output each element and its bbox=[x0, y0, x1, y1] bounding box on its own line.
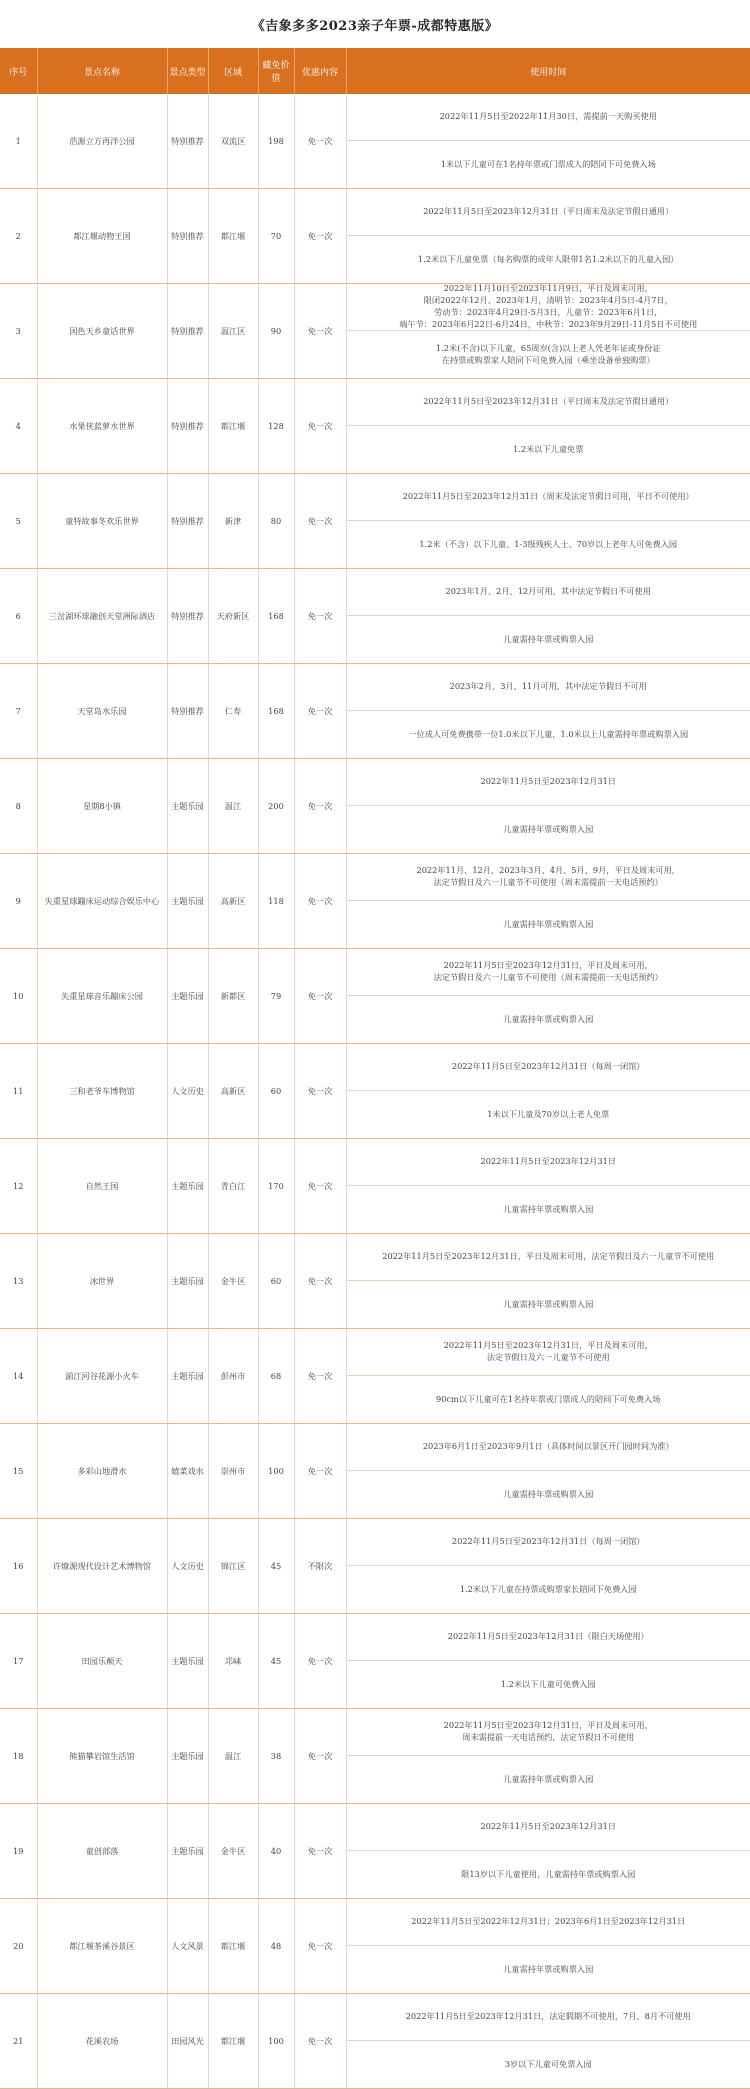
usage-rule-text: 1.2米(不含)以下儿童，65周岁(含)以上老人凭老年证或身份证 在持票或购票家人陪同下可免费入园（乘坐设备单独购票） bbox=[347, 331, 750, 378]
cell-area: 都江堰 bbox=[208, 379, 258, 474]
cell-offer: 免一次 bbox=[294, 1899, 346, 1994]
cell-attraction-type: 主题乐园 bbox=[167, 1234, 208, 1329]
cell-usage bbox=[346, 1329, 750, 1424]
cell-area: 金牛区 bbox=[208, 1804, 258, 1899]
cell-attraction-name: 失重星球蹦床运动综合娱乐中心 bbox=[37, 854, 167, 949]
cell-attraction-name: 自然王国 bbox=[37, 1139, 167, 1234]
cell-usage bbox=[346, 1709, 750, 1804]
cell-number: 3 bbox=[0, 284, 37, 379]
cell-offer: 免一次 bbox=[294, 759, 346, 854]
cell-offer: 免一次 bbox=[294, 854, 346, 949]
cell-usage bbox=[346, 1519, 750, 1614]
cell-offer: 免一次 bbox=[294, 1424, 346, 1519]
cell-offer: 免一次 bbox=[294, 1614, 346, 1709]
usage-rule-text: 儿童需持年票或购票入园 bbox=[347, 1756, 750, 1803]
cell-area: 都江堰 bbox=[208, 189, 258, 284]
header-area: 区域 bbox=[208, 48, 258, 94]
usage-time-text: 2023年2月、3月、11月可用，其中法定节假日不可用 bbox=[347, 664, 750, 711]
cell-value: 118 bbox=[258, 854, 294, 949]
cell-attraction-type: 主题乐园 bbox=[167, 1804, 208, 1899]
cell-number: 17 bbox=[0, 1614, 37, 1709]
cell-area: 双流区 bbox=[208, 94, 258, 189]
table-row bbox=[0, 1234, 750, 1329]
cell-number: 20 bbox=[0, 1899, 37, 1994]
cell-number: 21 bbox=[0, 1994, 37, 2089]
table-header-row bbox=[0, 48, 750, 94]
usage-time-text: 2022年11月5日至2023年12月31日（平日周末及法定节假日通用） bbox=[347, 379, 750, 426]
cell-attraction-type: 田园风光 bbox=[167, 1994, 208, 2089]
cell-offer: 免一次 bbox=[294, 1234, 346, 1329]
usage-rule-text: 一位成人可免费携带一位1.0米以下儿童，1.0米以上儿童需持年票或购票入园 bbox=[347, 711, 750, 758]
cell-number: 14 bbox=[0, 1329, 37, 1424]
cell-offer: 免一次 bbox=[294, 1709, 346, 1804]
usage-time-text: 2022年11月5日至2023年12月31日（每周一闭馆） bbox=[347, 1044, 750, 1091]
table-row bbox=[0, 1519, 750, 1614]
cell-offer: 免一次 bbox=[294, 664, 346, 759]
cell-number: 2 bbox=[0, 189, 37, 284]
cell-number: 10 bbox=[0, 949, 37, 1044]
cell-attraction-name: 天堂岛水乐园 bbox=[37, 664, 167, 759]
page-title: 《吉象多多2023亲子年票-成都特惠版》 bbox=[0, 0, 750, 48]
cell-number: 6 bbox=[0, 569, 37, 664]
cell-usage bbox=[346, 1139, 750, 1234]
cell-area: 温江 bbox=[208, 1709, 258, 1804]
cell-attraction-name: 国色天乡童话世界 bbox=[37, 284, 167, 379]
cell-attraction-type: 特别推荐 bbox=[167, 569, 208, 664]
usage-rule-text: 1米以下儿童可在1名持年票或门票成人的陪同下可免费入场 bbox=[347, 141, 750, 188]
cell-area: 都江堰 bbox=[208, 1899, 258, 1994]
cell-attraction-type: 人文风景 bbox=[167, 1899, 208, 1994]
usage-rule-text: 3岁以下儿童可免票入园 bbox=[347, 2041, 750, 2088]
cell-usage bbox=[346, 284, 750, 379]
table-row bbox=[0, 1044, 750, 1139]
cell-usage bbox=[346, 94, 750, 189]
cell-usage bbox=[346, 1424, 750, 1519]
cell-attraction-name: 多彩山地滑水 bbox=[37, 1424, 167, 1519]
usage-rule-text: 1.2米（不含）以下儿童、1-3级残疾人士、70岁以上老年人可免费入园 bbox=[347, 521, 750, 568]
cell-attraction-name: 失重星球音乐蹦床公园 bbox=[37, 949, 167, 1044]
table-row bbox=[0, 1329, 750, 1424]
cell-offer: 免一次 bbox=[294, 1994, 346, 2089]
cell-value: 70 bbox=[258, 189, 294, 284]
table-row bbox=[0, 1899, 750, 1994]
cell-usage bbox=[346, 1804, 750, 1899]
cell-attraction-name: 三和老爷车博物馆 bbox=[37, 1044, 167, 1139]
cell-usage bbox=[346, 1234, 750, 1329]
table-row bbox=[0, 949, 750, 1044]
cell-attraction-type: 嬉菜戏水 bbox=[167, 1424, 208, 1519]
cell-number: 1 bbox=[0, 94, 37, 189]
usage-time-text: 2022年11月5日至2023年12月31日 bbox=[347, 759, 750, 806]
cell-area: 金牛区 bbox=[208, 1234, 258, 1329]
cell-value: 38 bbox=[258, 1709, 294, 1804]
usage-time-text: 2022年11月、12月，2023年3月、4月、5月、9月，平日及周末可用， 法定节假日及六一儿童节不可使用（周末需提前一天电话预约） bbox=[347, 854, 750, 901]
cell-attraction-type: 主题乐园 bbox=[167, 1614, 208, 1709]
cell-value: 90 bbox=[258, 284, 294, 379]
cell-number: 12 bbox=[0, 1139, 37, 1234]
usage-time-text: 2022年11月10日至2023年11月9日，平日及周末可用， 限闭2022年12月、2023年1月，清明节：2023年4月5日-4月7日， 劳动节：2023年4月29日-5月3日，儿童节：2023年6月1日， 端午节：2023年6月22日-6月24日，中秋节：2023年9月29日-11月5日不可使用 bbox=[347, 284, 750, 331]
header-no: 序号 bbox=[0, 48, 37, 94]
cell-number: 15 bbox=[0, 1424, 37, 1519]
cell-value: 80 bbox=[258, 474, 294, 569]
cell-value: 40 bbox=[258, 1804, 294, 1899]
usage-rule-text: 1米以下儿童及70岁以上老人免票 bbox=[347, 1091, 750, 1138]
cell-usage bbox=[346, 569, 750, 664]
cell-offer: 免一次 bbox=[294, 94, 346, 189]
cell-usage bbox=[346, 379, 750, 474]
table-row bbox=[0, 1424, 750, 1519]
cell-usage bbox=[346, 1614, 750, 1709]
cell-value: 45 bbox=[258, 1519, 294, 1614]
cell-number: 11 bbox=[0, 1044, 37, 1139]
usage-rule-text: 90cm以下儿童可在1名持年票或门票成人的陪同下可免费入场 bbox=[347, 1376, 750, 1423]
cell-area: 天府新区 bbox=[208, 569, 258, 664]
table-row bbox=[0, 1804, 750, 1899]
cell-attraction-name: 都江堰动物王国 bbox=[37, 189, 167, 284]
cell-offer: 免一次 bbox=[294, 1139, 346, 1234]
usage-rule-text: 儿童需持年票或购票入园 bbox=[347, 996, 750, 1043]
usage-rule-text: 1.2米以下儿童在持票或购票家长陪同下免费入园 bbox=[347, 1566, 750, 1613]
cell-value: 128 bbox=[258, 379, 294, 474]
cell-value: 45 bbox=[258, 1614, 294, 1709]
table-body bbox=[0, 94, 750, 2089]
cell-usage bbox=[346, 664, 750, 759]
usage-time-text: 2023年1月、2月、12月可用，其中法定节假日不可使用 bbox=[347, 569, 750, 616]
usage-time-text: 2022年11月5日至2023年12月31日，平日及周末可用， 法定节假日及六一儿童节不可使用（周末需提前一天电话预约） bbox=[347, 949, 750, 996]
cell-usage bbox=[346, 759, 750, 854]
cell-usage bbox=[346, 189, 750, 284]
cell-offer: 免一次 bbox=[294, 1329, 346, 1424]
cell-number: 9 bbox=[0, 854, 37, 949]
usage-time-text: 2022年11月5日至2022年11月30日，需提前一天购买使用 bbox=[347, 94, 750, 141]
cell-offer: 免一次 bbox=[294, 569, 346, 664]
cell-area: 新都区 bbox=[208, 949, 258, 1044]
cell-value: 60 bbox=[258, 1044, 294, 1139]
cell-attraction-name: 熊猫攀岩馆生活馆 bbox=[37, 1709, 167, 1804]
usage-rule-text: 儿童需持年票或购票入园 bbox=[347, 1471, 750, 1518]
cell-attraction-type: 主题乐园 bbox=[167, 949, 208, 1044]
cell-area: 都江堰 bbox=[208, 1994, 258, 2089]
table-row bbox=[0, 379, 750, 474]
cell-offer: 免一次 bbox=[294, 949, 346, 1044]
cell-area: 彭州市 bbox=[208, 1329, 258, 1424]
cell-attraction-name: 湔江河谷花源小火车 bbox=[37, 1329, 167, 1424]
cell-usage bbox=[346, 854, 750, 949]
cell-value: 168 bbox=[258, 664, 294, 759]
usage-time-text: 2023年6月1日至2023年9月1日（具体时间以景区开门园时间为准） bbox=[347, 1424, 750, 1471]
cell-value: 198 bbox=[258, 94, 294, 189]
usage-time-text: 2022年11月5日至2023年12月31日 bbox=[347, 1139, 750, 1186]
cell-attraction-name: 都江堰茶溪谷景区 bbox=[37, 1899, 167, 1994]
cell-value: 168 bbox=[258, 569, 294, 664]
header-offer: 优惠内容 bbox=[294, 48, 346, 94]
cell-attraction-name: 星期8小镇 bbox=[37, 759, 167, 854]
cell-offer: 免一次 bbox=[294, 379, 346, 474]
usage-rule-text: 1.2米以下儿童可免费入园 bbox=[347, 1661, 750, 1708]
usage-rule-text: 1.2米以下儿童免票 bbox=[347, 426, 750, 473]
table-row bbox=[0, 1139, 750, 1234]
table-row bbox=[0, 1709, 750, 1804]
cell-area: 青白江 bbox=[208, 1139, 258, 1234]
cell-area: 温江区 bbox=[208, 284, 258, 379]
cell-attraction-type: 主题乐园 bbox=[167, 759, 208, 854]
usage-time-text: 2022年11月5日至2023年12月31日（周末及法定节假日可用，平日不可使用） bbox=[347, 474, 750, 521]
cell-number: 16 bbox=[0, 1519, 37, 1614]
usage-time-text: 2022年11月5日至2022年12月31日；2023年6月1日至2023年12月31日 bbox=[347, 1899, 750, 1946]
header-type: 景点类型 bbox=[167, 48, 208, 94]
usage-time-text: 2022年11月5日至2023年12月31日（平日周末及法定节假日通用） bbox=[347, 189, 750, 236]
table-row bbox=[0, 569, 750, 664]
cell-number: 13 bbox=[0, 1234, 37, 1329]
cell-attraction-name: 冰世界 bbox=[37, 1234, 167, 1329]
cell-attraction-type: 人文历史 bbox=[167, 1044, 208, 1139]
cell-attraction-name: 花溪农场 bbox=[37, 1994, 167, 2089]
cell-attraction-type: 主题乐园 bbox=[167, 1709, 208, 1804]
cell-attraction-type: 主题乐园 bbox=[167, 1329, 208, 1424]
header-name: 景点名称 bbox=[37, 48, 167, 94]
usage-time-text: 2022年11月5日至2023年12月31日 bbox=[347, 1804, 750, 1851]
cell-attraction-type: 特别推荐 bbox=[167, 189, 208, 284]
cell-value: 48 bbox=[258, 1899, 294, 1994]
cell-usage bbox=[346, 474, 750, 569]
cell-attraction-name: 田园乐颠天 bbox=[37, 1614, 167, 1709]
usage-rule-text: 儿童需持年票或购票入园 bbox=[347, 1186, 750, 1233]
cell-value: 100 bbox=[258, 1994, 294, 2089]
cell-offer: 免一次 bbox=[294, 1044, 346, 1139]
cell-attraction-name: 水果侠蓝萝水世界 bbox=[37, 379, 167, 474]
cell-usage bbox=[346, 1994, 750, 2089]
cell-number: 19 bbox=[0, 1804, 37, 1899]
ticket-table bbox=[0, 48, 750, 2089]
cell-usage bbox=[346, 1899, 750, 1994]
cell-value: 100 bbox=[258, 1424, 294, 1519]
cell-area: 高新区 bbox=[208, 1044, 258, 1139]
cell-area: 温江 bbox=[208, 759, 258, 854]
cell-area: 高新区 bbox=[208, 854, 258, 949]
usage-time-text: 2022年11月5日至2023年12月31日，平日及周末可用， 法定节假日及六一儿童节不可使用 bbox=[347, 1329, 750, 1376]
cell-value: 79 bbox=[258, 949, 294, 1044]
header-usage-time: 使用时间 bbox=[346, 48, 750, 94]
usage-rule-text: 儿童需持年票或购票入园 bbox=[347, 901, 750, 948]
usage-time-text: 2022年11月5日至2023年12月31日（限白天场使用） bbox=[347, 1614, 750, 1661]
cell-value: 60 bbox=[258, 1234, 294, 1329]
cell-area: 崇州市 bbox=[208, 1424, 258, 1519]
cell-offer: 免一次 bbox=[294, 284, 346, 379]
cell-attraction-name: 童特故事冬欢乐世界 bbox=[37, 474, 167, 569]
cell-number: 4 bbox=[0, 379, 37, 474]
cell-value: 170 bbox=[258, 1139, 294, 1234]
cell-attraction-name: 许燎源现代设计艺术博物馆 bbox=[37, 1519, 167, 1614]
cell-attraction-type: 特别推荐 bbox=[167, 379, 208, 474]
cell-attraction-type: 特别推荐 bbox=[167, 664, 208, 759]
usage-time-text: 2022年11月5日至2023年12月31日，平日及周末可用， 周末需提前一天电话预约，法定节假日不可使用 bbox=[347, 1709, 750, 1756]
cell-attraction-type: 特别推荐 bbox=[167, 284, 208, 379]
usage-rule-text: 儿童需持年票或购票入园 bbox=[347, 1281, 750, 1328]
table-row bbox=[0, 474, 750, 569]
usage-rule-text: 儿童需持年票或购票入园 bbox=[347, 806, 750, 853]
cell-attraction-name: 童创部落 bbox=[37, 1804, 167, 1899]
cell-number: 5 bbox=[0, 474, 37, 569]
cell-attraction-name: 浩源立方再洋公园 bbox=[37, 94, 167, 189]
cell-attraction-type: 主题乐园 bbox=[167, 1139, 208, 1234]
table-row bbox=[0, 284, 750, 379]
table-row bbox=[0, 94, 750, 189]
cell-attraction-type: 特别推荐 bbox=[167, 94, 208, 189]
table-row bbox=[0, 759, 750, 854]
table-row bbox=[0, 1994, 750, 2089]
table-row bbox=[0, 189, 750, 284]
cell-area: 邛崃 bbox=[208, 1614, 258, 1709]
usage-rule-text: 儿童需持年票或购票入园 bbox=[347, 1946, 750, 1993]
cell-area: 仁寿 bbox=[208, 664, 258, 759]
usage-time-text: 2022年11月5日至2023年12月31日（每周一闭馆） bbox=[347, 1519, 750, 1566]
cell-value: 200 bbox=[258, 759, 294, 854]
cell-offer: 免一次 bbox=[294, 189, 346, 284]
usage-time-text: 2022年11月5日至2023年12月31日，法定假期不可使用，7月、8月不可使用 bbox=[347, 1994, 750, 2041]
cell-number: 18 bbox=[0, 1709, 37, 1804]
cell-attraction-name: 三岔湖环球融创天堂洲际酒店 bbox=[37, 569, 167, 664]
cell-usage bbox=[346, 949, 750, 1044]
cell-number: 7 bbox=[0, 664, 37, 759]
cell-attraction-type: 主题乐园 bbox=[167, 854, 208, 949]
cell-area: 新津 bbox=[208, 474, 258, 569]
cell-offer: 免一次 bbox=[294, 1804, 346, 1899]
usage-rule-text: 儿童需持年票或购票入园 bbox=[347, 616, 750, 663]
usage-rule-text: 1.2米以下儿童免票（每名购票的成年人限带1名1.2米以下的儿童入园） bbox=[347, 236, 750, 283]
table-row bbox=[0, 854, 750, 949]
cell-offer: 不限次 bbox=[294, 1519, 346, 1614]
cell-attraction-type: 特别推荐 bbox=[167, 474, 208, 569]
cell-number: 8 bbox=[0, 759, 37, 854]
table-row bbox=[0, 664, 750, 759]
table-row bbox=[0, 1614, 750, 1709]
cell-attraction-type: 人文历史 bbox=[167, 1519, 208, 1614]
usage-rule-text: 限13岁以下儿童使用，儿童需持年票或购票入园 bbox=[347, 1851, 750, 1898]
cell-usage bbox=[346, 1044, 750, 1139]
header-value: 藏免价值 bbox=[258, 48, 294, 94]
cell-value: 68 bbox=[258, 1329, 294, 1424]
cell-area: 锦江区 bbox=[208, 1519, 258, 1614]
usage-time-text: 2022年11月5日至2023年12月31日，平日及周末可用，法定节假日及六一儿童节不可使用 bbox=[347, 1234, 750, 1281]
cell-offer: 免一次 bbox=[294, 474, 346, 569]
